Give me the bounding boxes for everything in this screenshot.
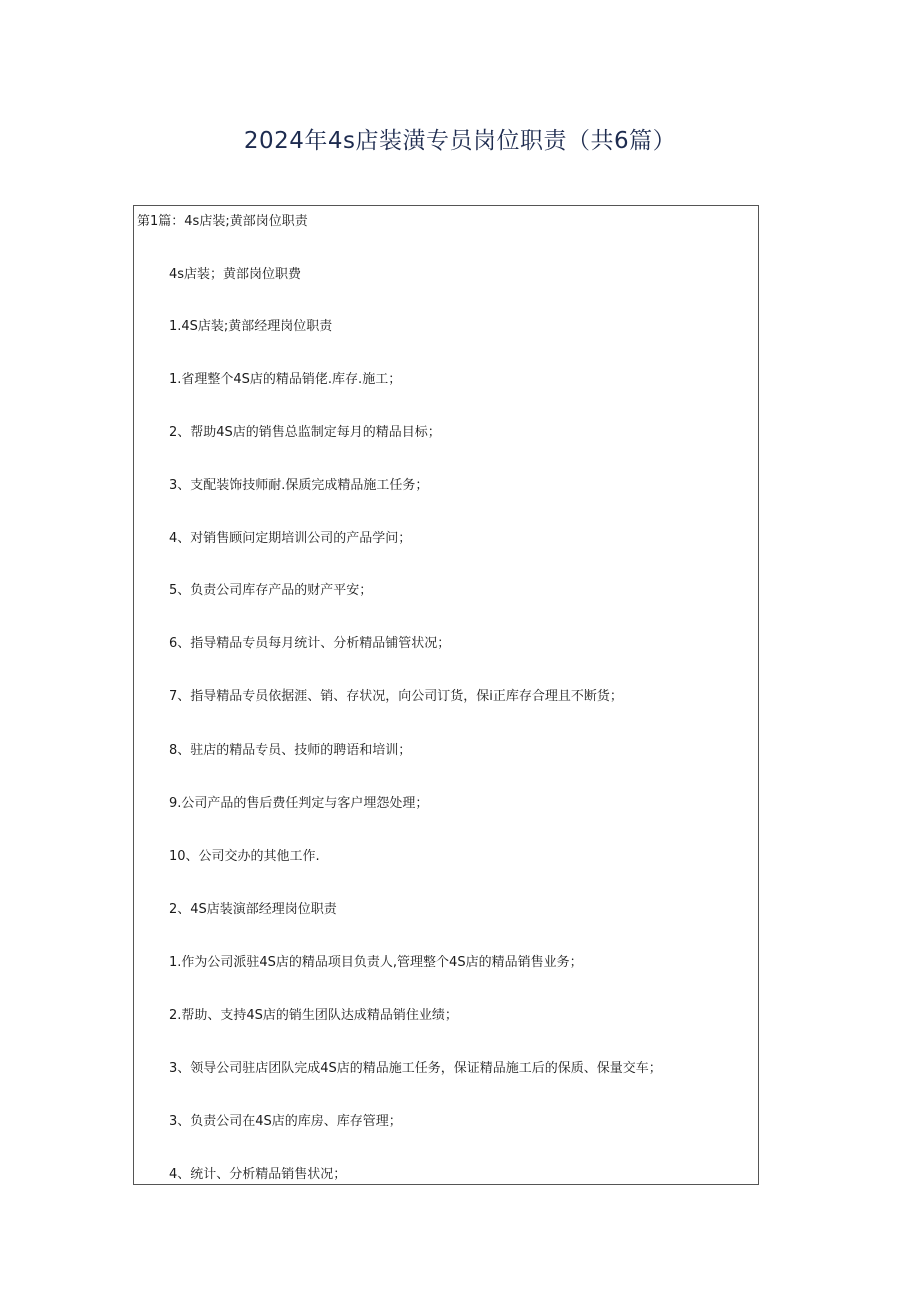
paragraph: 3、负责公司在4S店的库房、库存管理； [169, 1114, 402, 1129]
chapter-heading: 第1篇：4s店装;黄部岗位职责 [137, 214, 308, 229]
paragraph: 3、领导公司驻店团队完成4S店的精品施工任务，保证精品施工后的保质、保量交车； [169, 1061, 662, 1076]
paragraph: 1.作为公司派驻4S店的精品项目负责人,管理整个4S店的精品销售业务； [169, 955, 583, 970]
paragraph: 3、支配装饰技师耐.保质完成精品施工任务； [169, 478, 429, 493]
paragraph: 4、对销售顾问定期培训公司的产品学问； [169, 531, 412, 546]
paragraph: 4s店装；黄部岗位职费 [169, 267, 302, 282]
content-frame [133, 205, 759, 1185]
paragraph: 8、驻店的精品专员、技师的聘语和培训； [169, 743, 412, 758]
paragraph: 4、统计、分析精品销售状况； [169, 1167, 347, 1182]
document-title: 2024年4s店装潢专员岗位职责（共6篇） [243, 128, 677, 154]
paragraph: 2、4S店装演部经理岗位职责 [169, 902, 337, 917]
paragraph: 10、公司交办的其他工作. [169, 849, 320, 864]
paragraph: 7、指导精品专员依据涯、销、存状况，向公司订货，保i正库存合理且不断货； [169, 689, 623, 704]
paragraph: 2.帮助、支持4S店的销生团队达成精品销住业绩； [169, 1008, 458, 1023]
paragraph: 6、指导精品专员每月统计、分析精品铺管状况； [169, 636, 451, 651]
paragraph: 1.省理整个4S店的精品销佬.库存.施工； [169, 372, 402, 387]
paragraph: 5、负责公司库存产品的财产平安； [169, 583, 373, 598]
paragraph: 2、帮助4S店的销售总监制定每月的精品目标； [169, 425, 441, 440]
paragraph: 1.4S店装;黄部经理岗位职责 [169, 319, 333, 334]
paragraph: 9.公司产品的售后费任判定与客户埋怨处理； [169, 796, 429, 811]
